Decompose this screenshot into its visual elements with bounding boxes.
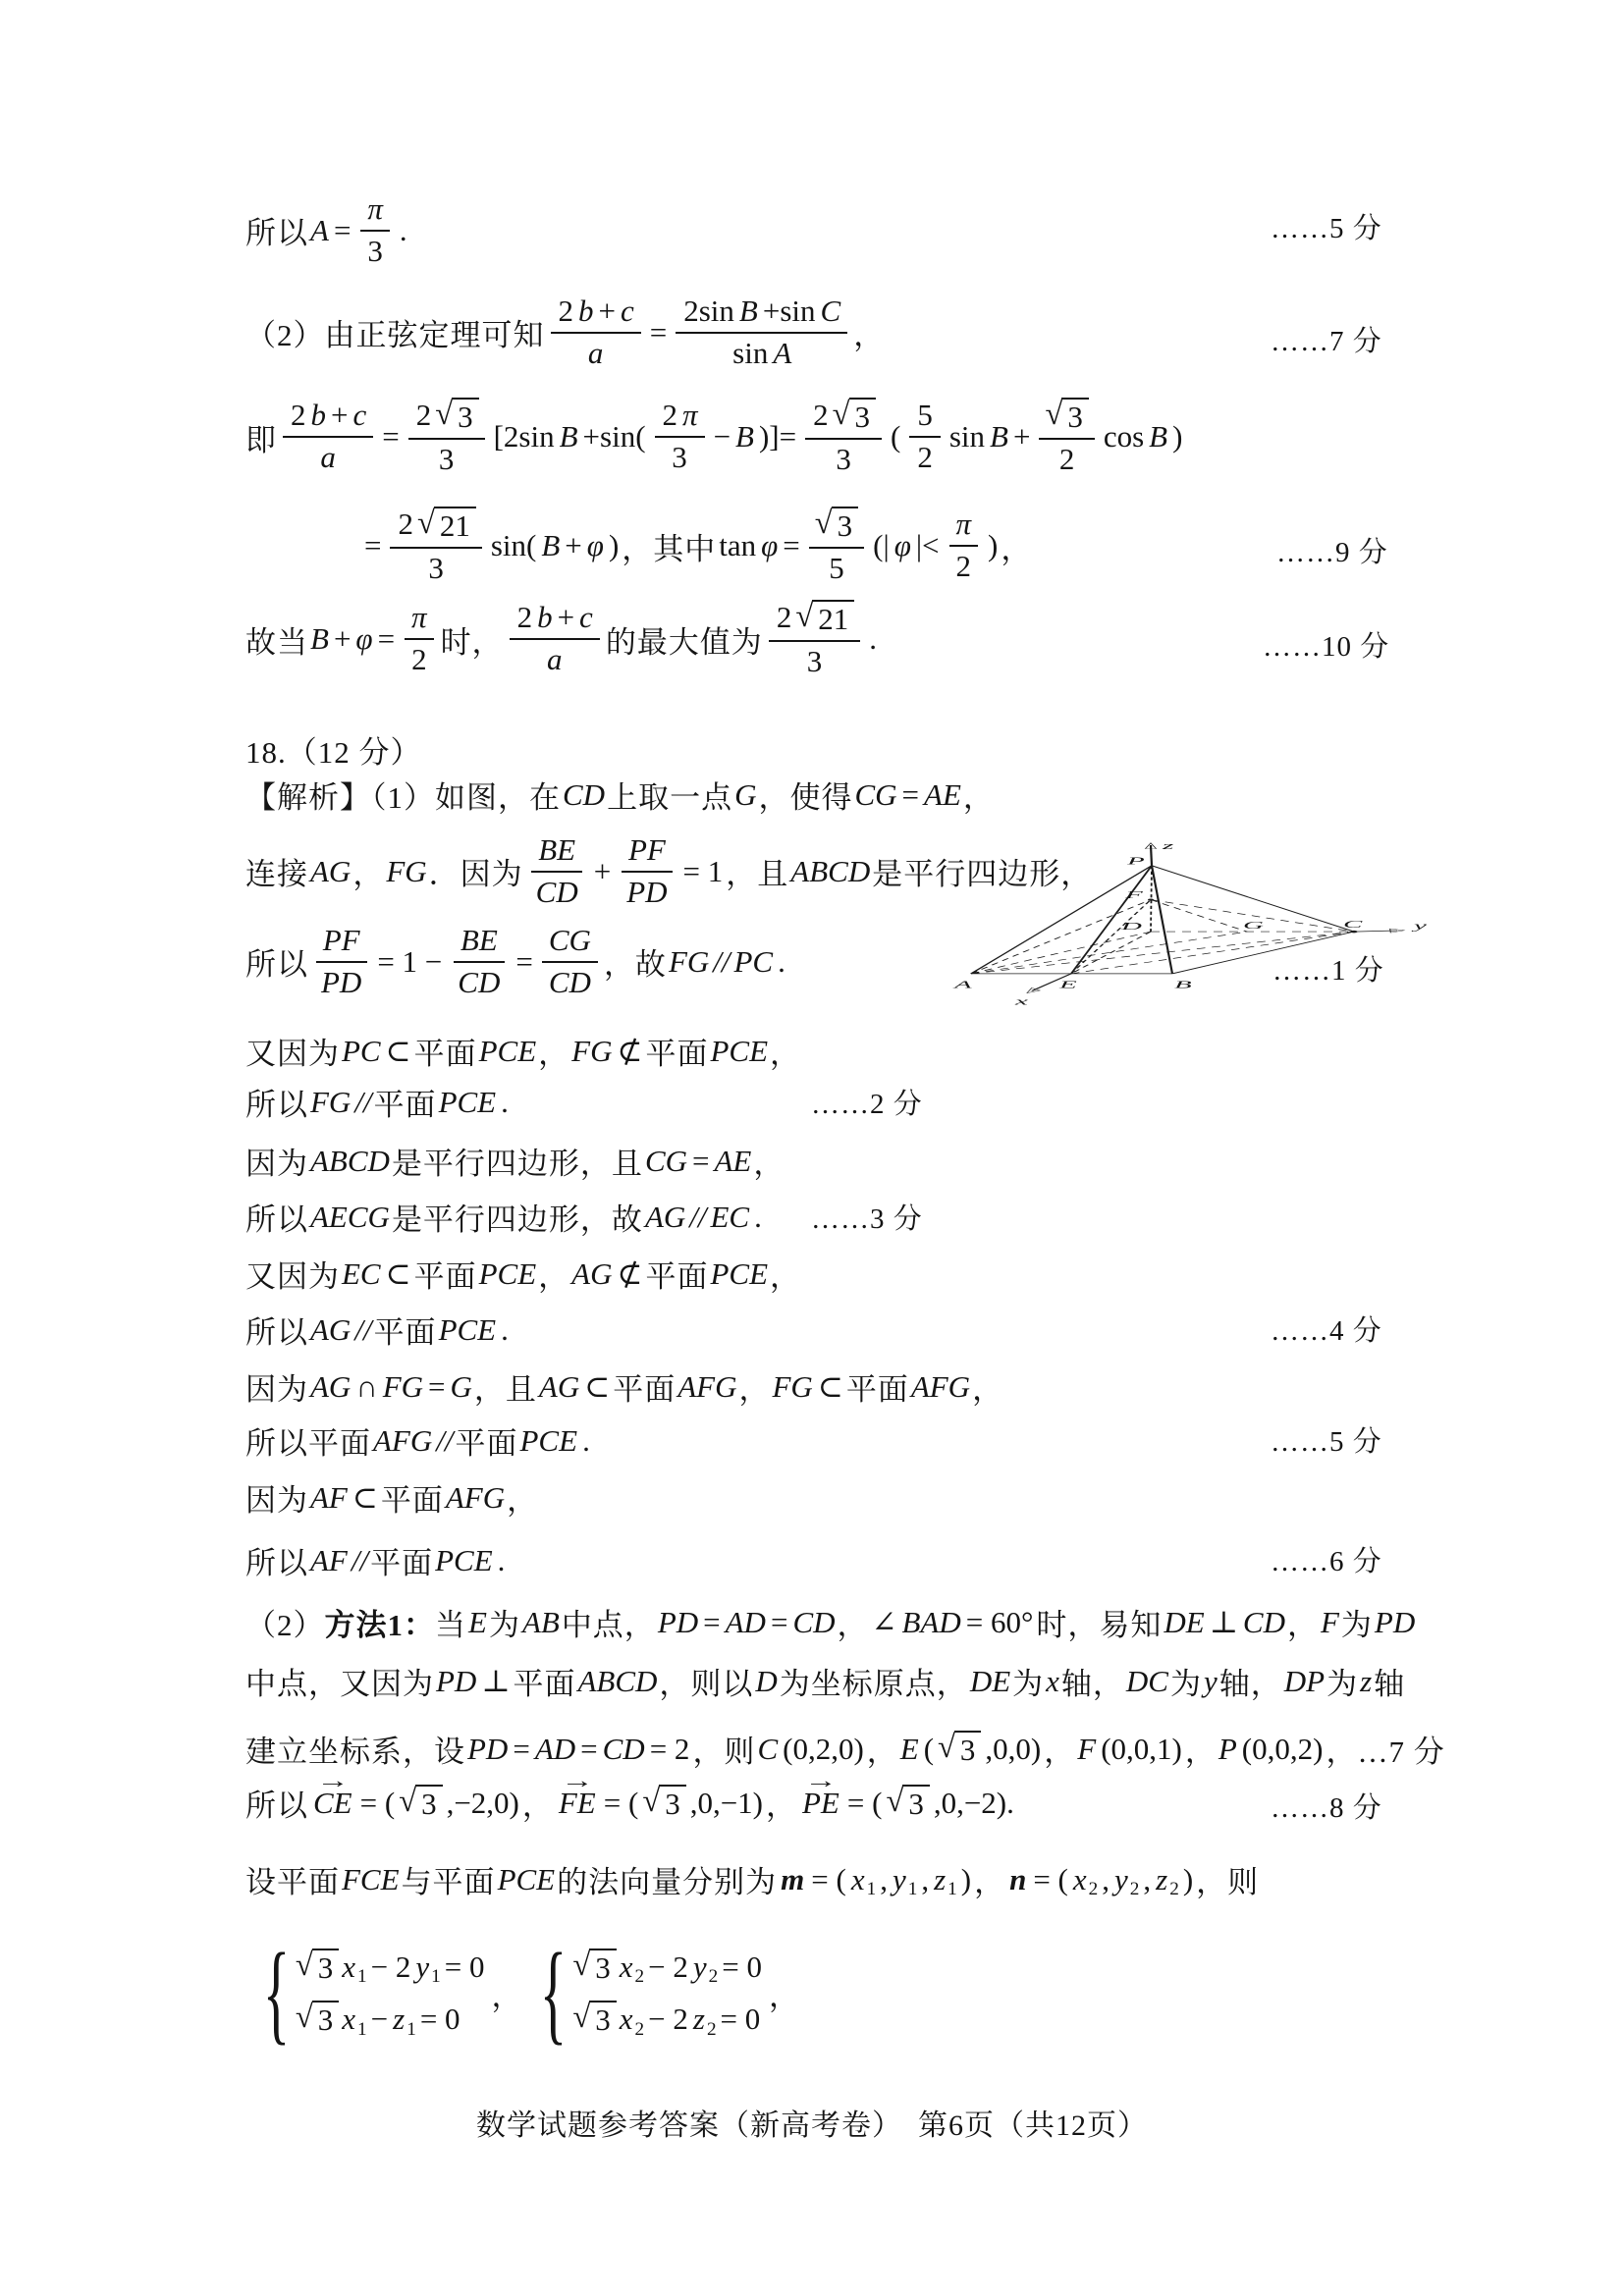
score-mark-2pt: ……2 分 — [811, 1089, 923, 1120]
axis-label-y: y — [1414, 920, 1427, 932]
vertex-label-G: G — [1243, 919, 1264, 932]
score-mark-6pt: ……6 分 — [1271, 1546, 1382, 1577]
solid-edges — [971, 845, 1397, 990]
solution-line-phase: = 2 √ 21 3 sin( B + φ ) ，其中 tan φ = √ $\frac{3}{5}$ (| φ |< π 2 ) ， — [361, 507, 1032, 585]
segment-FG — [1151, 900, 1247, 933]
segment-EF — [1071, 900, 1151, 974]
z-axis — [1151, 845, 1152, 866]
axis-label-z: z — [1163, 839, 1174, 852]
solution-line-max-value: 故当 B + φ = $\frac{\pi}{2}$ 时， 2 b + c a 的最大值为 2 √ 21 3 . — [245, 600, 880, 678]
score-mark-4pt: ……4 分 — [1271, 1315, 1382, 1347]
edge-PD — [1151, 866, 1152, 932]
axis-label-x: x — [1015, 995, 1028, 1007]
solution-line-conclusion-A: 所以 A = $\frac{\pi}{3}$ . — [245, 191, 407, 268]
score-mark-3pt: ……3 分 — [811, 1203, 923, 1235]
segment-AC — [971, 932, 1354, 974]
solution-line-coordinates: 建立坐标系，设 PD = AD = CD = 2 ，则 C (0,2,0) ， E ( √ 3 ,0,0) ， F (0,0,1) ， P (0,0,2) ， …7 分 — [245, 1727, 1445, 1771]
edge-BC — [1172, 932, 1354, 974]
solution-line-AF-in-plane: 因为 AF ⊂ 平面 AFG ， — [245, 1479, 539, 1518]
score-mark-8pt: ……8 分 — [1271, 1792, 1382, 1824]
vertex-label-E: E — [1059, 979, 1077, 990]
point-C-dot — [1351, 931, 1358, 934]
vertex-labels — [951, 840, 1427, 1007]
solution-line-equation-systems: √ { 3 x 1 − 2 y 1 = 0 √ 3 x 1 − z 1 = 0 ， √ { 3 x 2 − 2 y 2 = 0 √ 3 x 2 − 2 z 2 = 0 ， — [245, 1937, 800, 2050]
solution-line-expand: 即 2 b + c a = 2 √ 3 3 [2sin B +sin( 2 π 3 − B )]= 2 √ 3 3 ( 5 2 sin B + √ $\frac{3}{2}$ cos B ) — [245, 398, 1185, 476]
solution-line-CG-eq-AE: 因为 ABCD 是平行四边形，且 CG = AE ， — [245, 1143, 785, 1181]
solution-line-construct-G: 【解析】（1）如图，在 CD 上取一点 G ，使得 CG = AE ， — [245, 776, 995, 815]
solution-line-FG-parallel-PC: 所以 $\frac{PF}{PD}$ = 1 − $\frac{BE}{CD}$ = $\frac{CG}{CD}$ ，故 FG // PC . — [245, 923, 785, 999]
edge-PB — [1152, 866, 1172, 974]
problem-18-heading: 18.（12 分） — [245, 735, 422, 770]
vertex-label-D: D — [1121, 920, 1142, 933]
solution-line-AF-parallel-plane: 所以 AF // 平面 PCE . — [245, 1542, 506, 1580]
solution-line-FG-parallel-plane: 所以 FG // 平面 PCE . — [245, 1084, 509, 1122]
solution-line-AG-parallel-plane: 所以 AG // 平面 PCE . — [245, 1311, 509, 1350]
score-mark-1pt: ……1 分 — [1272, 955, 1384, 987]
score-mark-5pt: ……5 分 — [1271, 213, 1382, 244]
solution-line-EC-in-plane: 又因为 EC ⊂ 平面 PCE ， AG ⊄ 平面 PCE ， — [245, 1255, 802, 1294]
vertex-label-C: C — [1343, 918, 1363, 931]
vertex-label-B: B — [1174, 979, 1192, 990]
solution-line-PC-in-plane: 又因为 PC ⊂ 平面 PCE ， FG ⊄ 平面 PCE ， — [245, 1033, 802, 1071]
segment-EC — [1071, 932, 1354, 974]
score-mark-9pt: ……9 分 — [1276, 537, 1388, 568]
solution-line-method1-setup: （2） 方法1： 当 E 为 AB 中点， PD = AD = CD ， ∠ BAD = 60° 时，易知 DE ⊥ CD ， F 为 PD — [245, 1604, 1416, 1642]
edge-PE — [1071, 866, 1152, 974]
segment-AG — [971, 932, 1247, 974]
solution-line-vectors: 所以 CE → = ( √ 3 ,−2,0) ， FE → = ( √ 3 ,0,−1) ， PE → = ( √ 3 ,0,−2). — [245, 1781, 1017, 1825]
page-footer: 数学试题参考答案（新高考卷） 第6页（共12页） — [476, 2109, 1148, 2142]
vertex-label-F: F — [1125, 888, 1143, 901]
edge-PA — [971, 866, 1152, 974]
solution-line-sine-rule: （2）由正弦定理可知 2 b + c a = 2sin B +sin C sin A ， — [245, 294, 886, 370]
score-mark-5pt-b: ……5 分 — [1271, 1426, 1382, 1458]
solution-line-AG-parallel-EC: 所以 AECG 是平行四边形，故 AG // EC . — [245, 1199, 762, 1237]
score-mark-10pt: ……10 分 — [1263, 631, 1390, 663]
point-F-dot — [1148, 898, 1154, 900]
score-mark-7pt: ……7 分 — [1271, 326, 1382, 357]
vertex-label-P: P — [1127, 855, 1145, 867]
pyramid-figure — [923, 834, 1453, 1315]
solution-line-normal-vectors: 设平面 FCE 与平面 PCE 的法向量分别为 m = ( x 1 , y 1 , z 1 ) ， n = ( x 2 , y 2 , z 2 ) ，则 — [245, 1861, 1260, 1900]
segment-DE — [1071, 932, 1151, 974]
solution-line-connect-AG-FG: 连接 AG ， FG ．因为 BE CD + $\frac{PF}{PD}$ = 1 ，且 ABCD 是平行四边形， — [245, 832, 1093, 909]
axis-arrowheads — [1027, 843, 1404, 993]
segment-AF — [971, 900, 1151, 974]
solution-line-intersection-G: 因为 AG ∩ FG = G ，且 AG ⊂ 平面 AFG ， FG ⊂ 平面 AFG ， — [245, 1368, 1004, 1407]
vertex-label-A: A — [954, 979, 972, 990]
solution-line-coordinate-axes: 中点，又因为 PD ⊥ 平面 ABCD ，则以 D 为坐标原点， DE 为 x 轴， DC 为 y 轴， DP 为 z 轴 — [245, 1663, 1406, 1701]
solution-line-plane-parallel: 所以平面 AFG // 平面 PCE . — [245, 1422, 590, 1461]
edge-DA — [971, 932, 1151, 974]
